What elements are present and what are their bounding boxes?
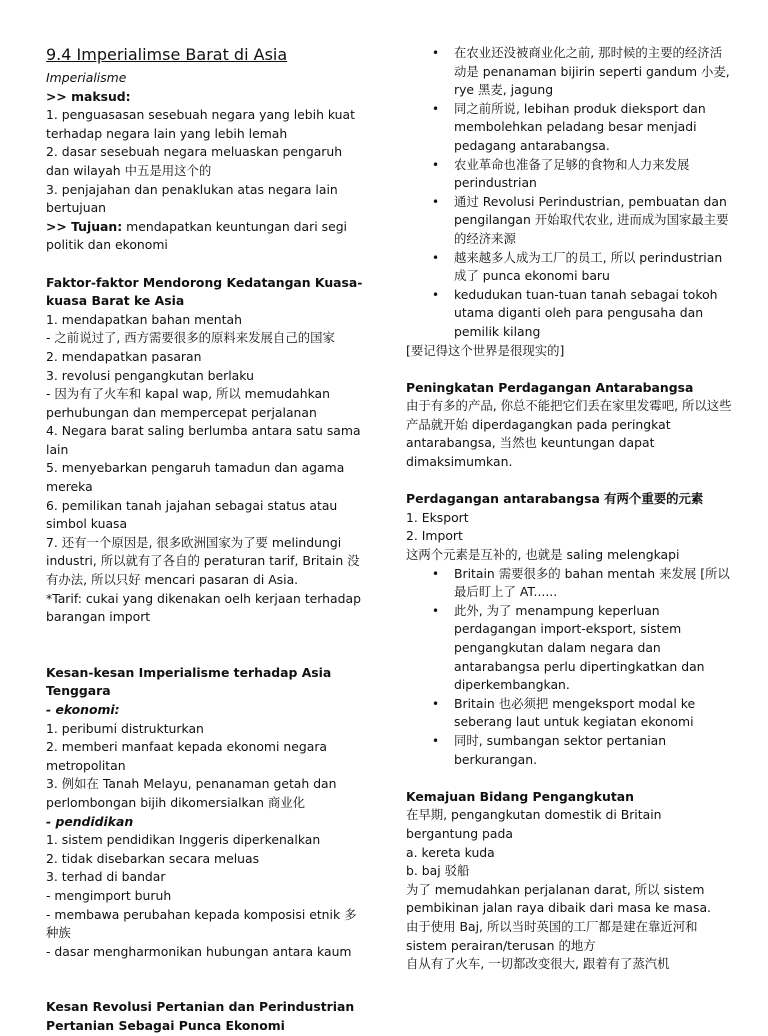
maksud-item: 1. penguasasan sesebuah negara yang lebih kuat terhadap negara lain yang lebih lemah bbox=[46, 107, 355, 141]
pendidikan-item: - membawa perubahan kepada komposisi etnik 多种族 bbox=[46, 906, 357, 941]
kemajuan-item: 为了 memudahkan perjalanan darat, 所以 sistem pembikinan jalan raya dibaik dari masa ke masa. bbox=[406, 881, 711, 916]
faktor-item: 3. revolusi pengangkutan berlaku bbox=[46, 367, 254, 383]
tujuan-label: >> Tujuan: bbox=[46, 218, 123, 234]
faktor-item: - 之前说过了, 西方需要很多的原料来发展自己的国家 bbox=[46, 330, 335, 346]
list-item: • 同之前所说, lebihan produk dieksport dan membolehkan peladang besar menjadi pedagang antarabangsa. bbox=[454, 100, 732, 156]
pertanian-heading: Pertanian Sebagai Punca Ekonomi bbox=[46, 1017, 285, 1033]
faktor-item: 6. pemilikan tanah jajahan sebagai status atau simbol kuasa bbox=[46, 497, 338, 532]
reminder-note: [要记得这个世界是很现实的] bbox=[406, 342, 565, 358]
peningkatan-heading: Peningkatan Perdagangan Antarabangsa bbox=[406, 379, 694, 395]
kemajuan-item: a. kereta kuda bbox=[406, 844, 495, 860]
perdagangan-item: 1. Eksport bbox=[406, 509, 469, 525]
ekonomi-item: 1. peribumi distrukturkan bbox=[46, 720, 204, 736]
list-item: • Britain 需要很多的 bahan mentah 来发展 [所以最后盯上了 AT...... bbox=[454, 565, 732, 602]
ekonomi-item: 3. 例如在 Tanah Melayu, penanaman getah dan perlombongan bijih dikomersialkan 商业化 bbox=[46, 776, 337, 810]
right-column bbox=[406, 44, 732, 974]
maksud-item: 3. penjajahan dan penaklukan atas negara lain bertujuan bbox=[46, 181, 338, 216]
pendidikan-item: 2. tidak disebarkan secara meluas bbox=[46, 850, 260, 866]
perdagangan-note: 这两个元素是互补的, 也就是 saling melengkapi bbox=[406, 547, 680, 563]
list-item: • 越来越多人成为工厂的员工, 所以 perindustrian 成了 punca ekonomi baru bbox=[454, 249, 732, 286]
kemajuan-item: 自从有了火车, 一切都改变很大, 跟着有了蒸汽机 bbox=[406, 956, 670, 972]
faktor-item: 2. mendapatkan pasaran bbox=[46, 348, 202, 364]
kemajuan-heading: Kemajuan Bidang Pengangkutan bbox=[406, 788, 634, 804]
perdagangan-heading: Perdagangan antarabangsa 有两个重要的元素 bbox=[406, 491, 704, 507]
maksud-item: 2. dasar sesebuah negara meluaskan pengaruh dan wilayah 中五是用这个的 bbox=[46, 144, 343, 178]
list-item: • Britain 也必须把 mengeksport modal ke seberang laut untuk kegiatan ekonomi bbox=[454, 695, 732, 732]
faktor-item: 7. 还有一个原因是, 很多欧洲国家为了要 melindungi industri, 所以就有了各自的 peraturan tarif, Britain 没有办法, 所以只好 mencari pasaran di Asia. bbox=[46, 534, 360, 588]
list-item: • 此外, 为了 menampung keperluan perdagangan import-eksport, sistem pengangkutan dalam negara dan antarabangsa perlu dipertingkatkan dan diperkembangkan. bbox=[454, 602, 732, 695]
economy-bullet-list bbox=[406, 44, 732, 342]
pendidikan-item: - dasar mengharmonikan hubungan antara kaum bbox=[46, 943, 352, 959]
subtitle: Imperialisme bbox=[46, 70, 127, 85]
pendidikan-label: - pendidikan bbox=[46, 813, 134, 829]
tujuan-text: mendapatkan keuntungan dari segi politik dan ekonomi bbox=[46, 218, 348, 253]
faktor-item: 1. mendapatkan bahan mentah bbox=[46, 311, 242, 327]
trade-bullet-list bbox=[406, 565, 732, 770]
perdagangan-item: 2. Import bbox=[406, 528, 463, 544]
page-title: 9.4 Imperialimse Barat di Asia bbox=[46, 45, 288, 64]
ekonomi-item: 2. memberi manfaat kepada ekonomi negara metropolitan bbox=[46, 739, 328, 773]
ekonomi-label: - ekonomi: bbox=[46, 702, 120, 717]
kemajuan-item: b. baj 驳船 bbox=[406, 863, 470, 879]
faktor-heading: Faktor-faktor Mendorong Kedatangan Kuasa-kuasa Barat ke Asia bbox=[46, 274, 363, 309]
kemajuan-item: 在早期, pengangkutan domestik di Britain bergantung pada bbox=[406, 807, 662, 841]
maksud-label: >> maksud: bbox=[46, 88, 131, 104]
faktor-item: 4. Negara barat saling berlumba antara satu sama lain bbox=[46, 423, 361, 457]
pendidikan-item: 3. terhad di bandar bbox=[46, 869, 166, 885]
revolusi-heading: Kesan Revolusi Pertanian dan Perindustrian bbox=[46, 999, 355, 1015]
list-item: • 同时, sumbangan sektor pertanian berkurangan. bbox=[454, 732, 732, 769]
kemajuan-item: 由于使用 Baj, 所以当时英国的工厂都是建在靠近河和 sistem perairan/terusan 的地方 bbox=[406, 918, 698, 953]
list-item: • 在农业还没被商业化之前, 那时候的主要的经济活动是 penanaman bijirin seperti gandum 小麦, rye 黑麦, jagung bbox=[454, 44, 732, 100]
tujuan-line bbox=[46, 218, 364, 255]
list-item: • 通过 Revolusi Perindustrian, pembuatan dan pengilangan 开始取代农业, 进而成为国家最主要的经济来源 bbox=[454, 193, 732, 249]
list-item: • kedudukan tuan-tuan tanah sebagai tokoh utama diganti oleh para pengusaha dan pemilik kilang bbox=[454, 286, 732, 342]
peningkatan-text: 由于有多的产品, 你总不能把它们丢在家里发霉吧, 所以这些产品就开始 diperdagangkan pada peringkat antarabangsa, 当然也 keuntungan dapat dimaksimumkan. bbox=[406, 398, 732, 470]
pendidikan-item: - mengimport buruh bbox=[46, 887, 172, 903]
faktor-item: 5. menyebarkan pengaruh tamadun dan agama mereka bbox=[46, 460, 345, 495]
pendidikan-item: 1. sistem pendidikan Inggeris diperkenalkan bbox=[46, 832, 321, 848]
kesan-heading: Kesan-kesan Imperialisme terhadap Asia Tenggara bbox=[46, 664, 332, 699]
faktor-item: - 因为有了火车和 kapal wap, 所以 memudahkan perhubungan dan mempercepat perjalanan bbox=[46, 386, 330, 420]
left-column bbox=[46, 44, 364, 1036]
list-item: • 农业革命也准备了足够的食物和人力来发展 perindustrian bbox=[454, 156, 732, 193]
faktor-item: *Tarif: cukai yang dikenakan oelh kerjaan terhadap barangan import bbox=[46, 590, 361, 625]
